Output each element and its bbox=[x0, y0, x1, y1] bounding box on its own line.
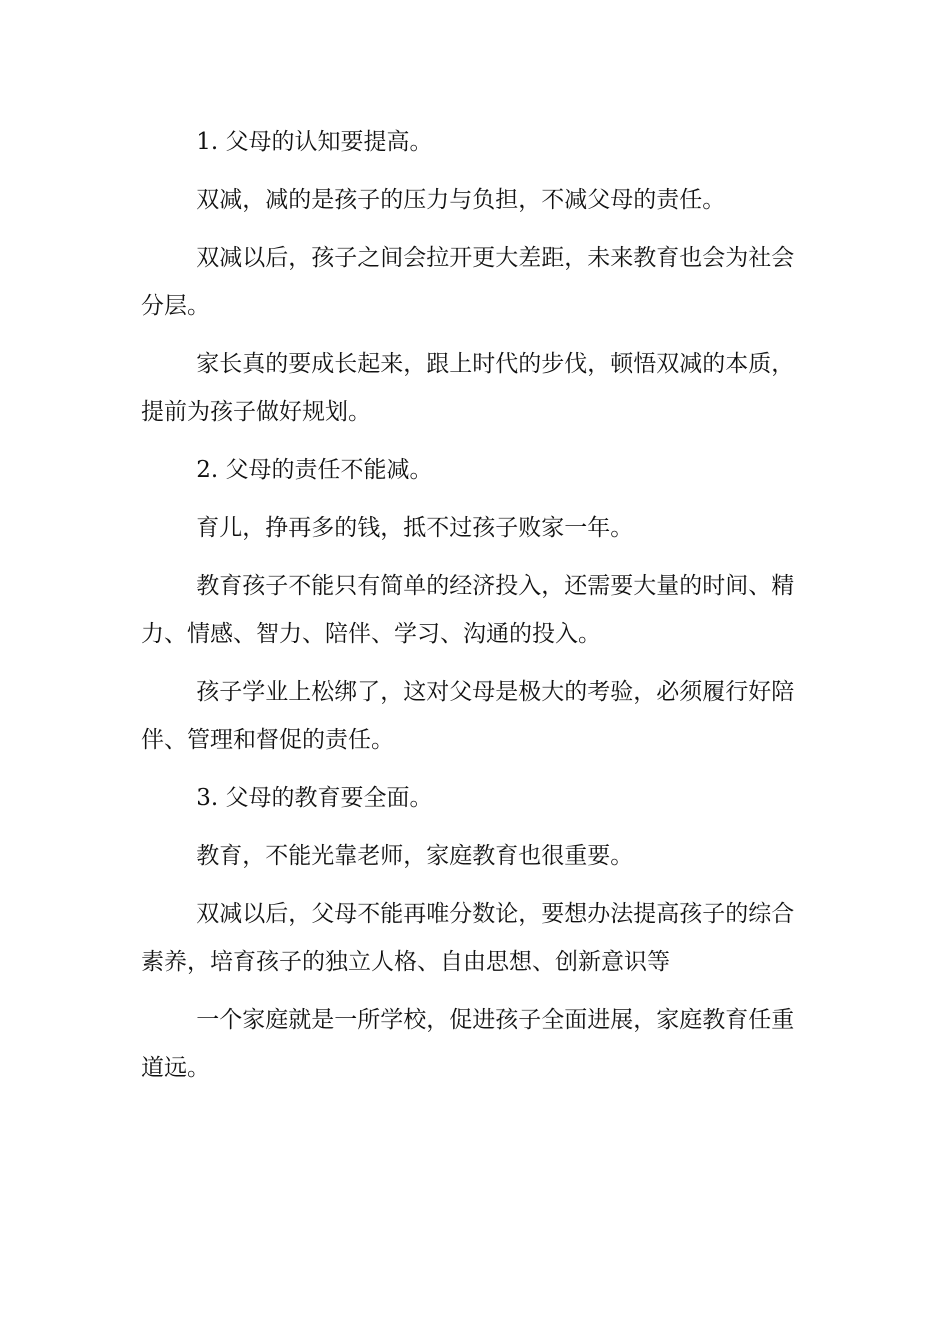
paragraph: 教育孩子不能只有简单的经济投入，还需要大量的时间、精力、情感、智力、陪伴、学习、沟通的投入。 bbox=[141, 573, 795, 647]
document-body bbox=[141, 118, 811, 1102]
paragraph: 双减，减的是孩子的压力与负担，不减父母的责任。 bbox=[196, 187, 726, 213]
paragraph: 双减以后，父母不能再唯分数论，要想办法提高孩子的综合素养，培育孩子的独立人格、自由思想、创新意识等 bbox=[141, 901, 795, 975]
paragraph: 孩子学业上松绑了，这对父母是极大的考验，必须履行好陪伴、管理和督促的责任。 bbox=[141, 679, 795, 753]
section-heading-1: 1. 父母的认知要提高。 bbox=[196, 129, 433, 155]
paragraph: 教育，不能光靠老师，家庭教育也很重要。 bbox=[196, 843, 634, 869]
paragraph: 家长真的要成长起来，跟上时代的步伐，顿悟双减的本质，提前为孩子做好规划。 bbox=[141, 351, 795, 425]
section-heading-2: 2. 父母的责任不能减。 bbox=[196, 457, 433, 483]
paragraph: 一个家庭就是一所学校，促进孩子全面进展，家庭教育任重道远。 bbox=[141, 1007, 795, 1081]
paragraph: 双减以后，孩子之间会拉开更大差距，未来教育也会为社会分层。 bbox=[141, 245, 795, 319]
section-heading-3: 3. 父母的教育要全面。 bbox=[196, 785, 433, 811]
paragraph: 育儿，挣再多的钱，抵不过孩子败家一年。 bbox=[196, 515, 634, 541]
